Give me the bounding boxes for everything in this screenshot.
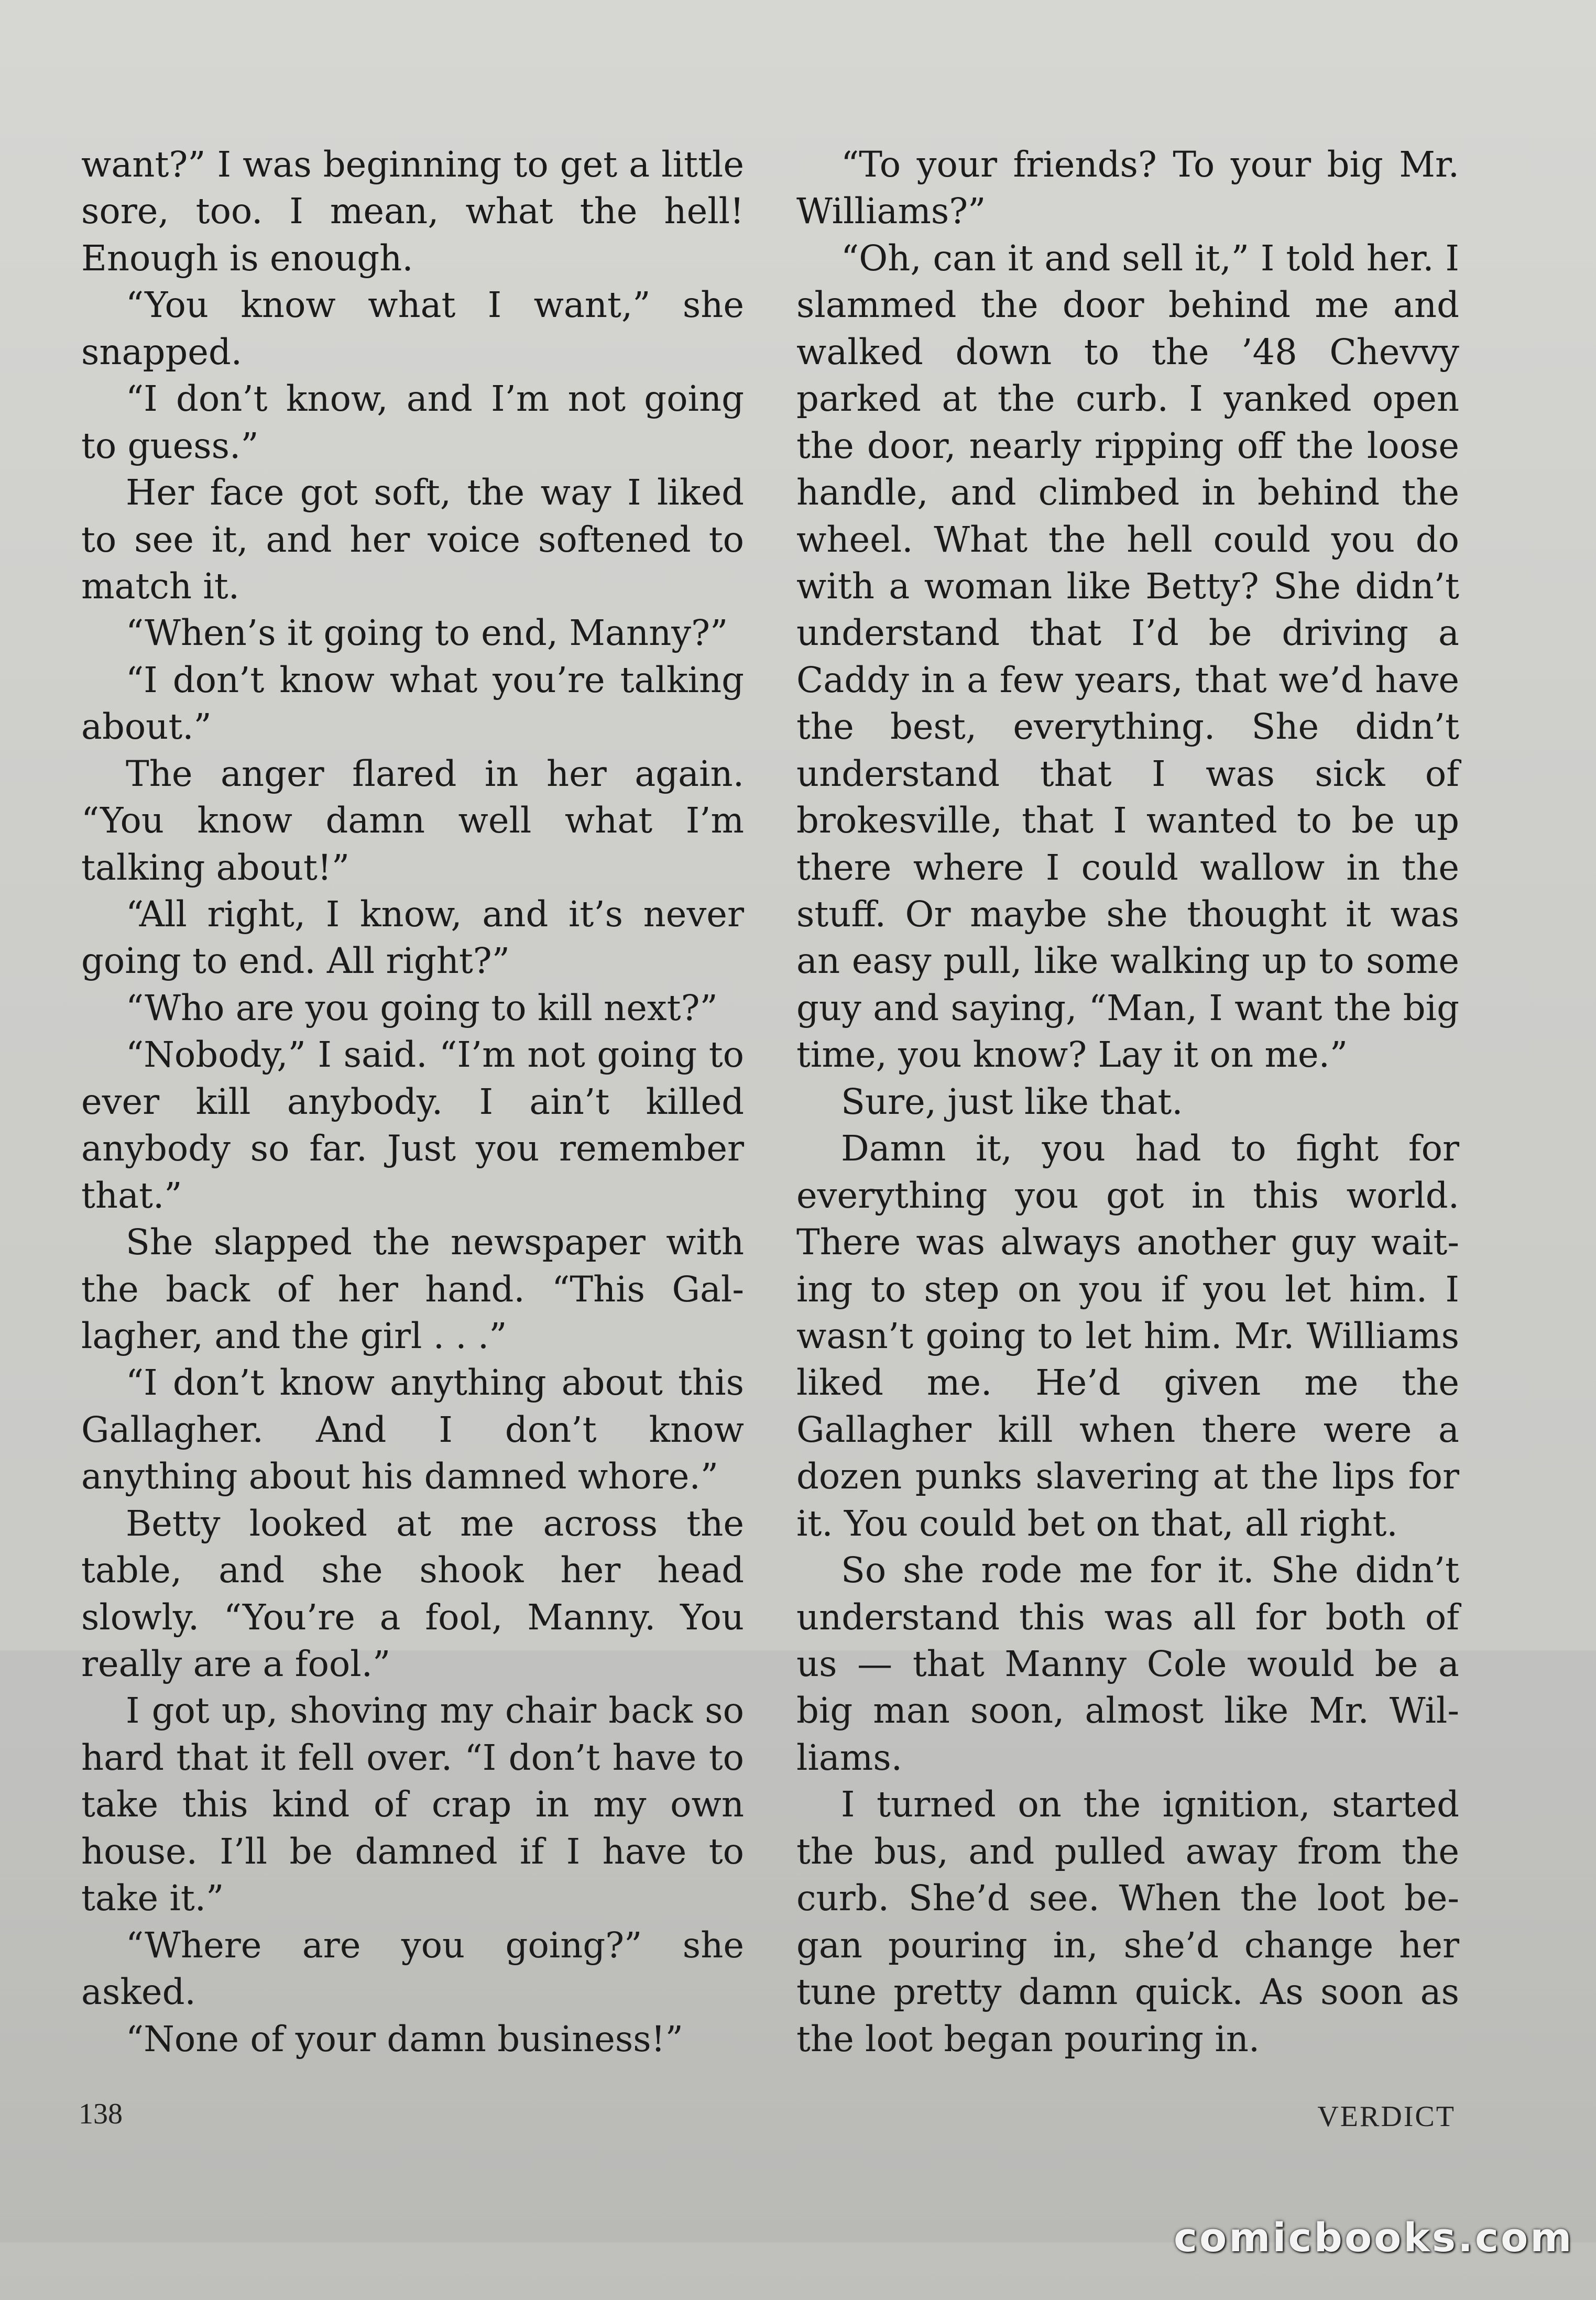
paragraph: She slapped the newspaper with the back of her hand. “This Gallagher, and the girl . . .” (81, 1222, 744, 1356)
left-text-column (81, 141, 744, 2063)
paragraph: Betty looked at me across the table, and she shook her head slowly. “You’re a fool, Manny. You really are a fool.” (81, 1503, 744, 1684)
paragraph: “I don’t know anything about this Gallagher. And I don’t know anything about his damned whore.” (81, 1362, 744, 1497)
paragraph: “Where are you going?” she asked. (81, 1924, 744, 2013)
paragraph: I got up, shoving my chair back so hard that it fell over. “I don’t have to take this kind of crap in my own house. I’ll be damned if I have to take it.” (81, 1690, 744, 1919)
magazine-title: VERDICT (1317, 2100, 1456, 2133)
paragraph: The anger flared in her again. “You know damn well what I’m talking about!” (81, 753, 744, 888)
paragraph: Damn it, you had to fight for everything you got in this world. There was always another guy waiting to step on you if you let him. I wasn’t going to let him. Mr. Williams liked me. He’d given me the Gallagher kill when there were a dozen punks slavering at the lips for it. You could bet on that, all right. (796, 1128, 1459, 1544)
site-watermark: comicbooks.com (1174, 2214, 1574, 2261)
paragraph: “To your friends? To your big Mr. Williams?” (796, 144, 1459, 232)
paragraph: “I don’t know what you’re talking about.” (81, 659, 744, 748)
paragraph: “Who are you going to kill next?” (126, 987, 718, 1028)
paragraph: “When’s it going to end, Manny?” (126, 612, 728, 654)
paragraph: “None of your damn business!” (126, 2018, 683, 2060)
page-number: 138 (79, 2098, 123, 2130)
paragraph: “I don’t know, and I’m not going to guess.” (81, 378, 744, 466)
paragraph: Sure, just like that. (841, 1081, 1183, 1122)
paragraph: want?” I was beginning to get a little sore, too. I mean, what the hell! Enough is enough. (81, 144, 744, 279)
right-text-column (796, 141, 1459, 2063)
paragraph: I turned on the ignition, started the bus, and pulled away from the curb. She’d see. When the loot began pouring in, she’d change her tune pretty damn quick. As soon as the loot began pouring in. (796, 1784, 1459, 2060)
paragraph: So she rode me for it. She didn’t understand this was all for both of us — that Manny Cole would be a big man soon, almost like Mr. Williams. (796, 1550, 1459, 1778)
paragraph: “You know what I want,” she snapped. (81, 284, 744, 373)
paragraph: “Nobody,” I said. “I’m not going to ever kill anybody. I ain’t killed anybody so far. Just you remember that.” (81, 1034, 744, 1216)
paragraph: Her face got soft, the way I liked to see it, and her voice softened to match it. (81, 472, 744, 607)
paragraph: “Oh, can it and sell it,” I told her. I slammed the door behind me and walked down to the ’48 Chevvy parked at the curb. I yanked open the door, nearly ripping off the loose handle, and climbed in behind the wheel. What the hell could you do with a woman like Betty? She didn’t understand that I’d be driving a Caddy in a few years, that we’d have the best, everything. She didn’t understand that I was sick of brokesville, that I wanted to be up there where I could wallow in the stuff. Or maybe she thought it was an easy pull, like walking up to some guy and saying, “Man, I want the big time, you know? Lay it on me.” (796, 237, 1459, 1076)
paragraph: “All right, I know, and it’s never going to end. All right?” (81, 894, 744, 982)
